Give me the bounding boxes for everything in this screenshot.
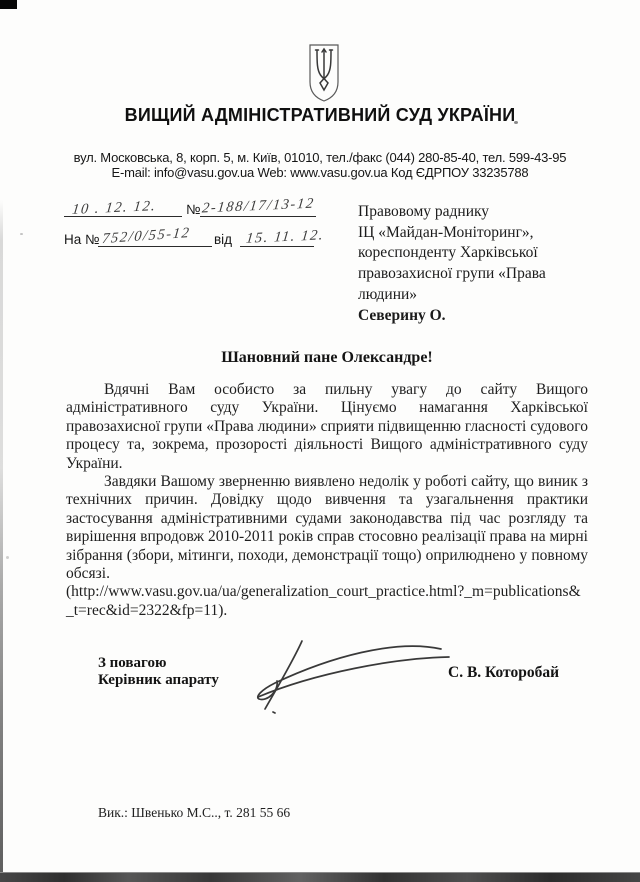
signer-name: С. В. Которобай xyxy=(448,664,560,681)
field-underline xyxy=(200,216,316,217)
ukraine-trident-emblem-icon xyxy=(307,44,341,103)
body-paragraph-2: Завдяки Вашому зверненню виявлено недолік у роботі сайту, що виник з технічних причин. Довідку щодо вивчення та узагальнення практики застосування адміністративними судами законодавства під час розгляду та вирішення впродовж 2010-2011 років справ стосовно реалізації права на мирні зібрання (збори, мітинги, походи, демонстрації тощо) оприлюднено у повному обсязі. xyxy=(66,473,588,583)
org-title: ВИЩИЙ АДМІНІСТРАТИВНИЙ СУД УКРАЇНИ xyxy=(124,105,516,125)
recipient-line: Правовому раднику xyxy=(358,203,490,220)
scan-speck xyxy=(20,233,23,235)
outgoing-number-label: № xyxy=(186,202,201,217)
scan-artifact-left-edge xyxy=(0,200,3,872)
body-url-text: (http://www.vasu.gov.ua/ua/generalization_court_practice.html?_m=publications&_t=rec&id=2322&fp=11). xyxy=(66,583,581,619)
closing-respect: З повагою xyxy=(98,655,167,671)
recipient-block xyxy=(358,202,598,326)
scan-speck xyxy=(6,556,9,559)
incoming-date-field: 15. 11. 12. xyxy=(245,227,326,247)
org-contact-line: E-mail: info@vasu.gov.ua Web: www.vasu.gov.ua Код ЄДРПОУ 33235788 xyxy=(111,165,529,180)
outgoing-number-field: 2-188/17/13-12 xyxy=(201,195,316,217)
field-underline xyxy=(64,216,182,217)
closing-block xyxy=(98,655,219,688)
incoming-date-label: від xyxy=(214,232,233,247)
recipient-name: Северину О. xyxy=(358,306,446,324)
org-address-line: вул. Московська, 8, корп. 5, м. Київ, 01010, тел./факс (044) 280-85-40, тел. 599-43-95 xyxy=(73,150,567,165)
scan-artifact-corner xyxy=(0,0,17,9)
handwritten-signature xyxy=(245,633,460,715)
body-paragraph-1: Вдячні Вам особисто за пильну увагу до сайту Вищого адміністративного суду України. Цінуємо намагання Харківської правозахисної групи «Права людини» сприяти підвищенню гласності судового процесу та, зокрема, прозорості діяльності Вищого адміністративного суду України. xyxy=(66,381,588,472)
letter-body xyxy=(66,381,588,620)
salutation: Шановний пане Олександре! xyxy=(221,349,433,366)
recipient-line: правозахисної групи «Права xyxy=(358,265,546,283)
field-underline xyxy=(240,246,314,247)
executor-note: Вик.: Швенько М.С.., т. 281 55 66 xyxy=(98,805,291,820)
recipient-line: кореспонденту Харківської xyxy=(358,244,538,262)
recipient-line: людини» xyxy=(358,285,418,303)
incoming-number-field: 752/0/55-12 xyxy=(101,224,192,248)
field-underline xyxy=(98,246,212,247)
incoming-number-label: На № xyxy=(64,232,100,247)
recipient-line: ІЦ «Майдан-Моніторинг», xyxy=(358,223,534,241)
outgoing-date-field: 10 . 12. 12. xyxy=(71,198,158,218)
closing-position: Керівник апарату xyxy=(98,671,219,688)
